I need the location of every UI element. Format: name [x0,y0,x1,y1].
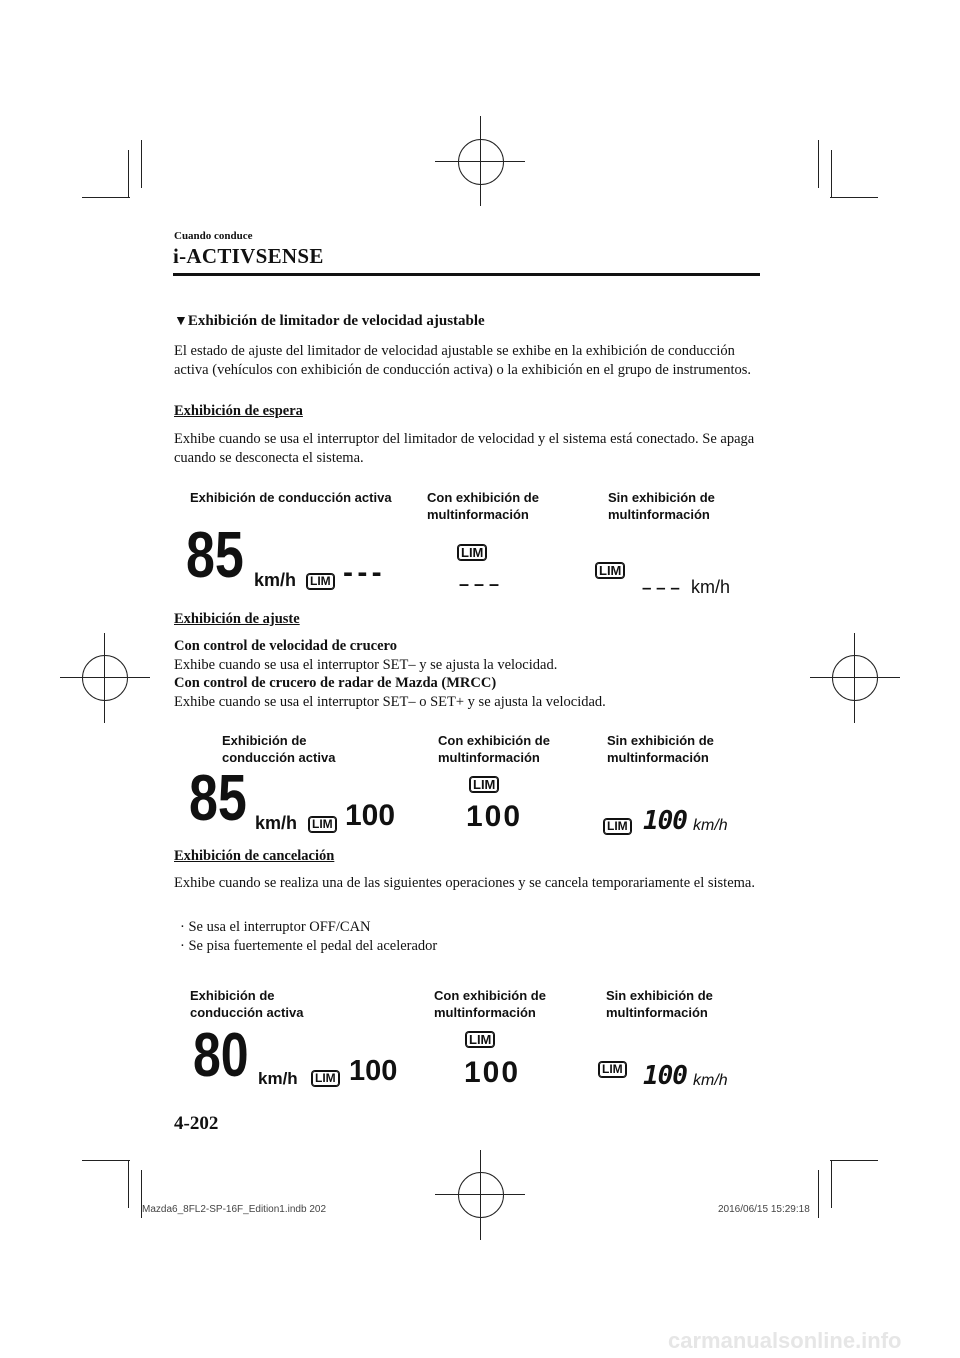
lim-icon: LIM [604,817,631,835]
lim-icon: LIM [309,815,336,833]
intro-paragraph: El estado de ajuste del limitador de velocidad ajustable se exhibe en la exhibición de conducción activa (vehículos con exhibición de conducción activa) o la exhibición en el grupo de instrumentos. [174,343,751,378]
caption-multi: Con exhibición de multinformación [434,988,546,1020]
mrcc-title: Con control de crucero de radar de Mazda (MRCC) [174,675,497,691]
lim-icon: LIM [307,572,334,590]
caption-active: Exhibición de conducción activa [190,490,392,505]
caption-no-multi: Sin exhibición de multinformación [607,733,714,765]
multi-limit-value: 100 [464,1056,521,1089]
standby-heading: Exhibición de espera [174,403,303,419]
header-rule [173,273,760,276]
file-name: Mazda6_8FL2-SP-16F_Edition1.indb 202 [142,1204,327,1215]
caption-active: Exhibición de conducción activa [190,988,304,1020]
active-unit: km/h [254,570,297,590]
setting-block [174,637,759,711]
segment-unit: km/h [693,1072,728,1089]
caption-multi: Con exhibición de multinformación [438,733,550,765]
lim-icon: LIM [470,776,498,794]
no-multi-unit: km/h [691,577,731,597]
triangle-down-icon: ▼ [174,314,188,329]
section-label: Cuando conduce [174,230,253,242]
caption-no-multi: Sin exhibición de multinformación [606,988,713,1020]
active-limit-value: 100 [345,799,396,832]
active-display [189,762,247,835]
cruise-title: Con control de velocidad de crucero [174,638,397,654]
active-dashes: - - - [343,556,380,589]
active-display [186,519,244,592]
active-display [193,1019,249,1090]
segment-unit: km/h [693,817,728,834]
segment-value: 100 [643,1061,687,1091]
multi-limit-value: 100 [466,800,523,833]
caption-active: Exhibición de conducción activa [222,733,336,765]
setting-heading: Exhibición de ajuste [174,611,300,627]
lim-icon: LIM [466,1031,494,1049]
lim-icon: LIM [596,562,624,580]
section-title: Exhibición de limitador de velocidad ajustable [187,313,485,329]
active-limit-value: 100 [349,1055,398,1087]
standby-text: Exhibe cuando se usa el interruptor del limitador de velocidad y el sistema está conectado. Se apaga cuando se desconecta el sistema. [174,431,755,466]
active-speed: 85 [189,762,247,835]
active-unit: km/h [255,813,298,833]
watermark: carmanualsonline.info [668,1328,902,1353]
lim-icon: LIM [312,1069,339,1087]
chapter-title: i-ACTIVSENSE [173,244,324,268]
cancel-bullets [180,918,437,955]
caption-multi: Con exhibición de multinformación [427,490,539,522]
caption-no-multi: Sin exhibición de multinformación [608,490,715,522]
no-multi-dashes: – – – [642,578,680,597]
lim-icon: LIM [599,1060,626,1078]
list-item: · Se pisa fuertemente el pedal del acelerador [180,937,438,954]
mrcc-text: Exhibe cuando se usa el interruptor SET– o SET+ y se ajusta la velocidad. [174,693,606,710]
cancel-text: Exhibe cuando se realiza una de las siguientes operaciones y se cancela temporariamente el sistema. [174,875,755,891]
segment-value: 100 [643,806,687,836]
section-heading [174,313,485,330]
active-speed: 80 [193,1019,249,1090]
page-number: 4-202 [174,1113,219,1134]
lim-icon: LIM [458,544,486,562]
cruise-text: Exhibe cuando se usa el interruptor SET– y se ajusta la velocidad. [174,656,558,673]
active-speed: 85 [186,519,244,592]
multi-dashes: – – – [459,574,500,594]
timestamp: 2016/06/15 15:29:18 [718,1204,810,1215]
list-item: · Se usa el interruptor OFF/CAN [180,919,371,935]
cancel-heading: Exhibición de cancelación [174,848,335,864]
active-unit: km/h [258,1069,298,1088]
